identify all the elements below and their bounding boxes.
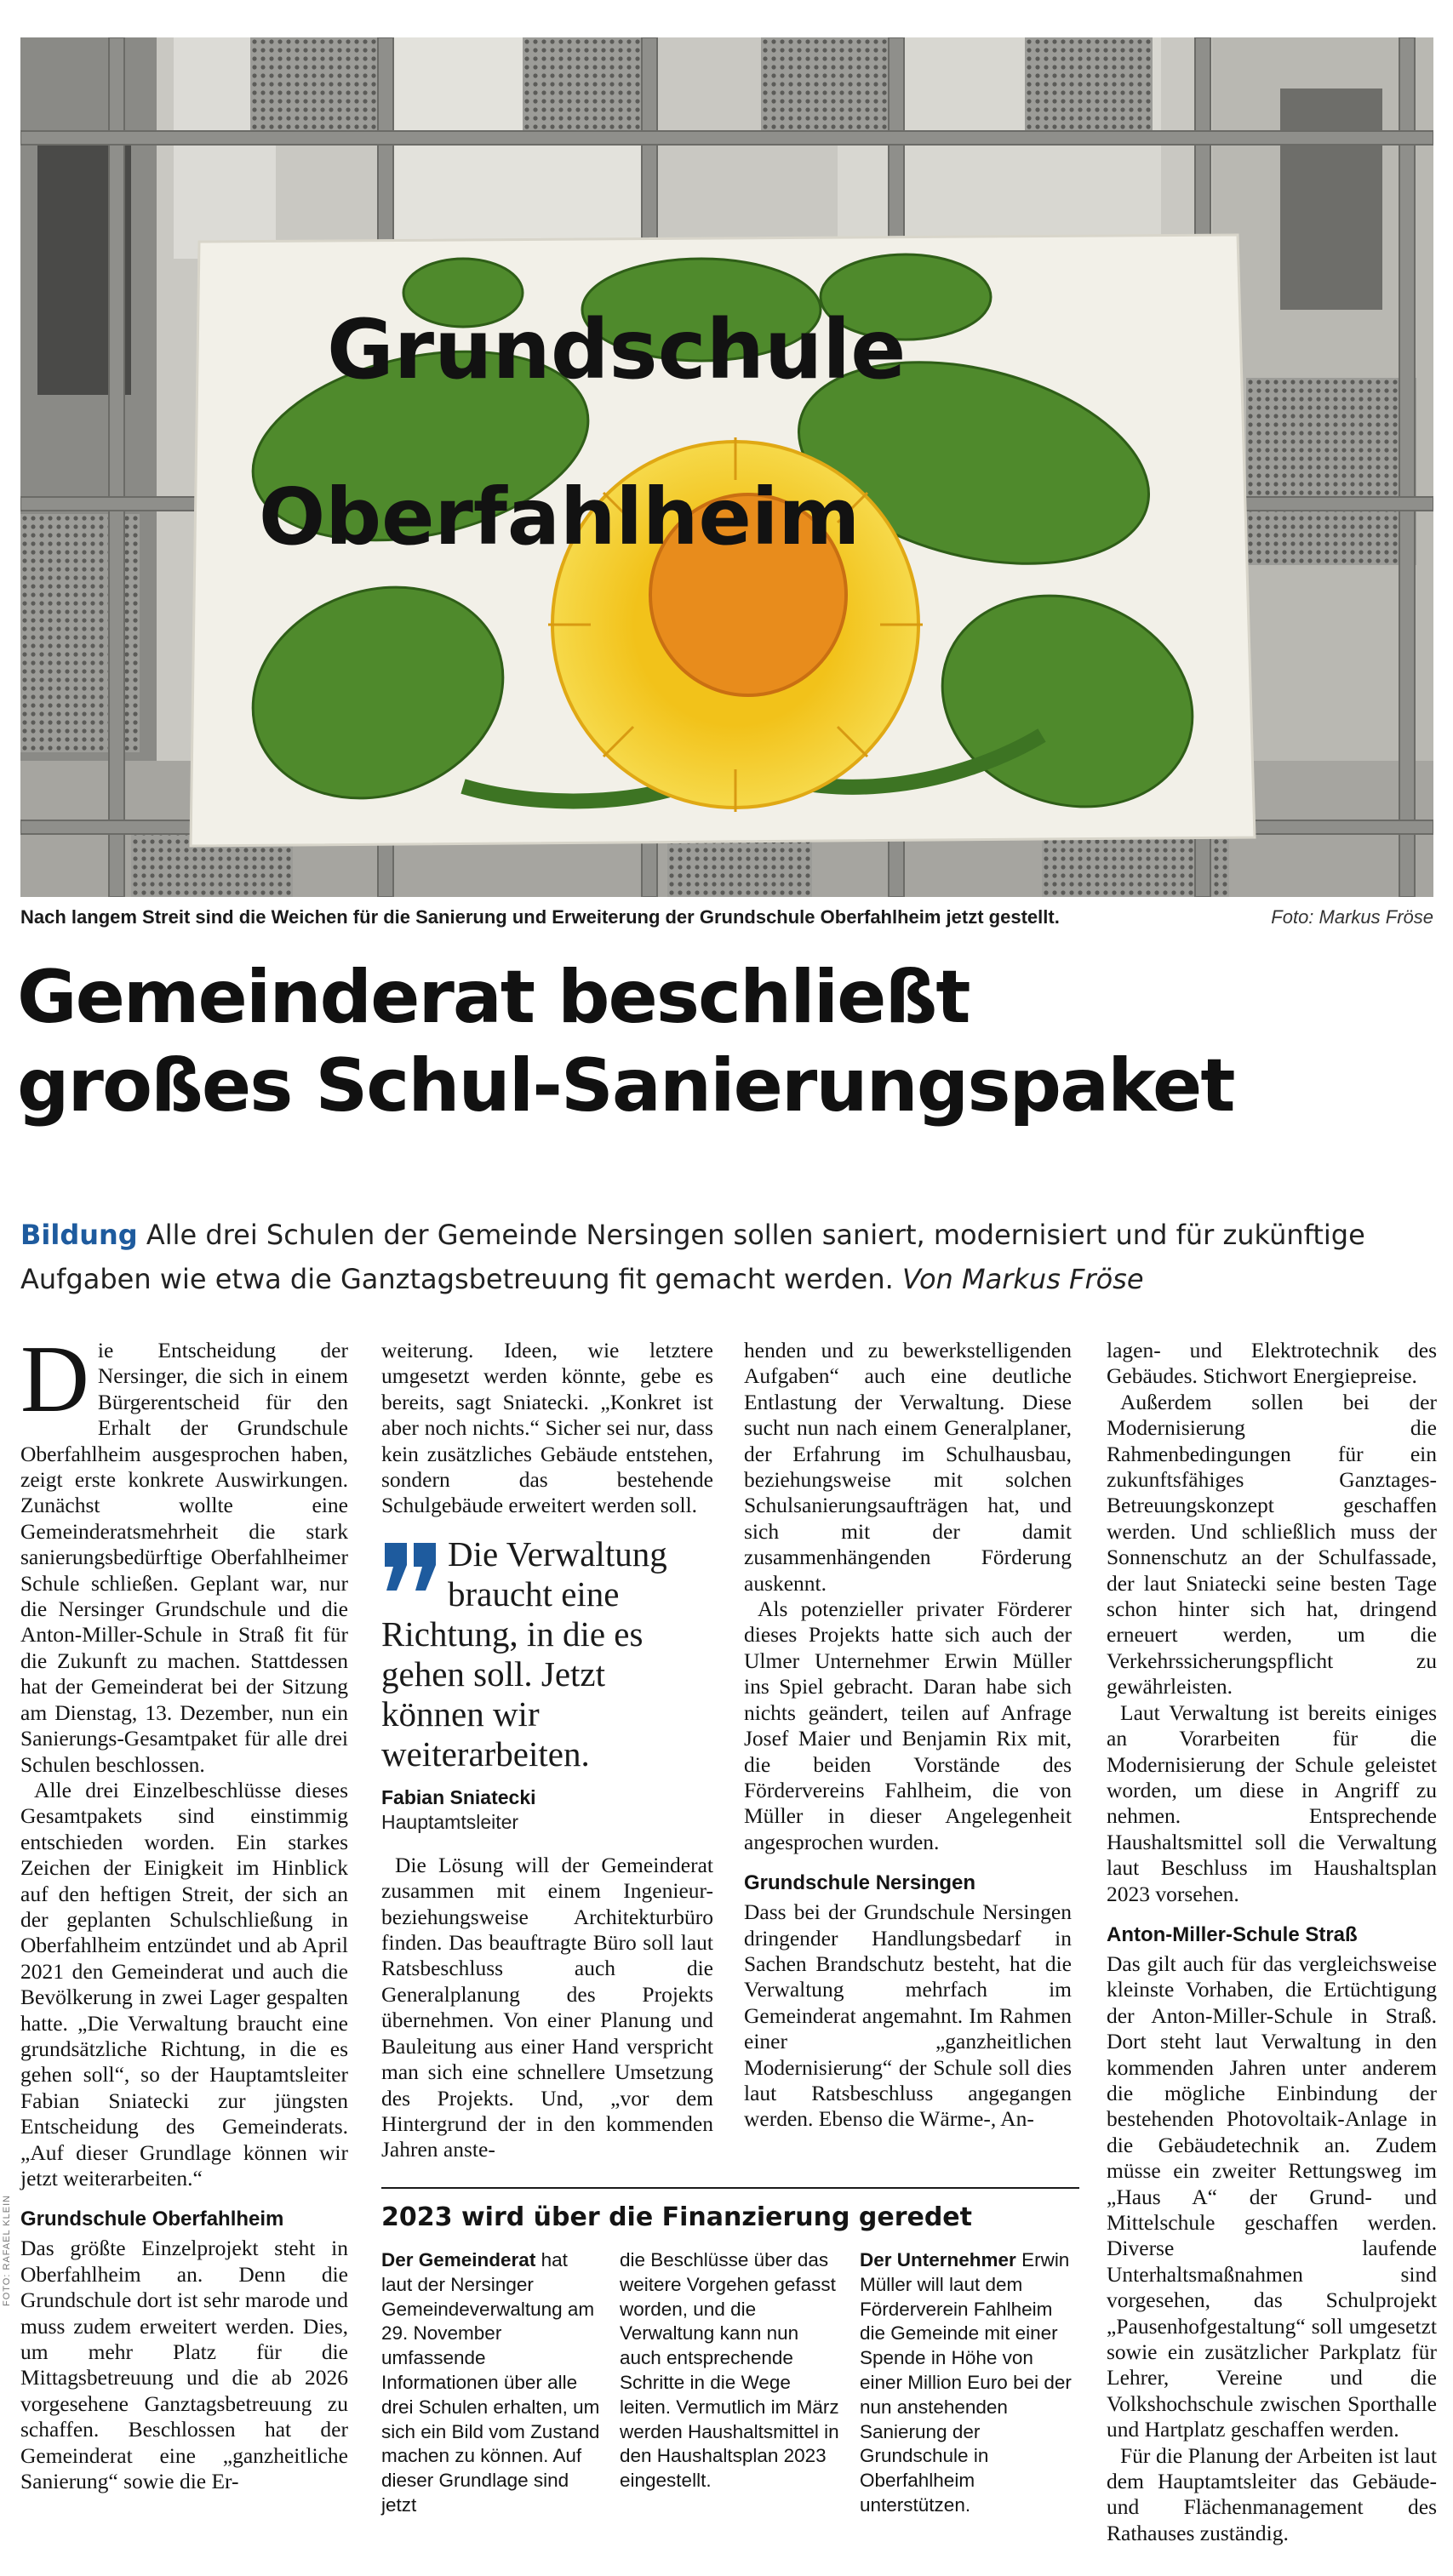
headline-line2: großes Schul-Sanierungspaket xyxy=(17,1043,1234,1128)
info-box-lead: Der Gemeinderat xyxy=(381,2249,536,2270)
article-paragraph xyxy=(20,1327,348,1778)
quote-mark-icon xyxy=(381,1539,439,1594)
article-column-1 xyxy=(20,1327,348,2494)
quote-author-role: Hauptamtsleiter xyxy=(381,1810,519,1833)
subhead-oberfahlheim: Grundschule Oberfahlheim xyxy=(20,2208,284,2231)
info-box-column-3 xyxy=(860,2248,1079,2518)
subhead-nersingen: Grundschule Nersingen xyxy=(744,1871,976,1895)
pull-quote xyxy=(381,1534,713,1834)
article-paragraph: lagen- und Elektrotechnik des Gebäudes. Stichwort Energiepreise. xyxy=(1107,1338,1437,1389)
paragraph-text: ie Entscheidung der Nersinger, die sich in einem Bürgerentscheid für den Erhalt der Grundschule Oberfahlheim ausgesprochen haben, zeigt erste konkrete Auswirkungen. Zunächst wollte eine Gemeinderatsmehrheit die stark sanierungsbedürftige Oberfahlheimer Schule schließen. Geplant war, nur die Nersinger Grundschule und die Anton-Miller-Schule in Straß fit für die Zukunft zu machen. Stattdessen hat der Gemeinderat bei der Sitzung am Dienstag, 13. Dezember, nun ein Sanierungs-Gesamtpaket für alle drei Schulen beschlossen. xyxy=(20,1338,348,1777)
info-box xyxy=(381,2187,1079,2563)
quote-author: Fabian Sniatecki xyxy=(381,1785,536,1808)
headline-line1: Gemeinderat beschließt xyxy=(17,955,970,1040)
photo-credit: Foto: Markus Fröse xyxy=(1271,906,1433,928)
article-paragraph: Die Lösung will der Gemeinderat zusammen mit einem Ingenieur- beziehungsweise Architekturbüro finden. Das beauftragte Büro soll laut Ratsbeschluss auch die Generalplanung des Projekts übernehmen. Von einer Planung und Bauleitung aus einer Hand verspricht man sich eine schnellere Umsetzung des Projekts. Und, „vor dem Hintergrund der in den kommenden Jahren anste- xyxy=(381,1852,713,2162)
article-column-2 xyxy=(381,1338,713,2163)
teaser xyxy=(20,1213,1442,1301)
info-box-title: 2023 wird über die Finanzierung geredet xyxy=(381,2202,972,2232)
subhead-strass: Anton-Miller-Schule Straß xyxy=(1107,1922,1358,1946)
article-paragraph: Dass bei der Grundschule Nersingen dringender Handlungsbedarf in Sachen Brandschutz besteht, hat die Verwaltung mehrfach im Gemeinderat angemahnt. Im Rahmen einer „ganzheitlichen Modernisierung“ der Schule soll dies laut Ratsbeschluss angegangen werden. Ebenso die Wärme-, An- xyxy=(744,1899,1072,2132)
info-box-column-2 xyxy=(620,2248,839,2493)
article-photo xyxy=(20,37,1433,897)
article-paragraph: Außerdem sollen bei der Modernisierung die Rahmenbedingungen für ein zukunftsfähiges Ganztages-Betreuungskonzept geschaffen werden. Und schließlich muss der Sonnenschutz an der Schulfassade, der laut Sniatecki seine besten Tage schon hinter sich hat, dringend erneuert werden, um die Verkehrssicherungspflicht zu gewährleisten. xyxy=(1107,1389,1437,1699)
article-paragraph: Für die Planung der Arbeiten ist laut dem Hauptamtsleiter das Gebäude- und Flächenmanagement des Rathauses zuständig. xyxy=(1107,2442,1437,2545)
info-box-lead: Der Unternehmer xyxy=(860,2249,1016,2270)
side-photo-credit-text: FOTO: RAFAEL KLEIN xyxy=(2,2194,12,2306)
article-paragraph: Das gilt auch für das vergleichsweise kleinste Vorhaben, die Ertüchtigung der Anton-Miller-Schule in Straß. Dort steht laut Verwaltung in den kommenden Jahren unter anderem die mögliche Einbindung der bestehenden Photovoltaik-Anlage in die Gebäudetechnik an. Zudem müsse ein zweiter Rettungsweg im „Haus A“ der Grund- und Mittelschule geschaffen werden. Diverse laufende Unterhaltsmaßnahmen sind vorgesehen, das Schulprojekt „Pausenhofgestaltung“ soll umgesetzt sowie ein zusätzlicher Parkplatz für Lehrer, Vereine und die Volkshochschule zwischen Sporthalle und Hartplatz geschaffen werden. xyxy=(1107,1951,1437,2442)
sign-line2: Oberfahlheim xyxy=(259,471,861,563)
article-column-3 xyxy=(744,1338,1072,2133)
article-paragraph: weiterung. Ideen, wie letztere umgesetzt werden könnte, gebe es bereits, sagt Sniatecki. „Konkret ist aber noch nichts.“ Sicher sei nur, dass kein zusätzliches Gebäude entstehen, sondern das bestehende Schulgebäude erweitert werden soll. xyxy=(381,1338,713,1518)
article-paragraph: Alle drei Einzelbeschlüsse dieses Gesamtpakets sind einstimmig entschieden worden. Ein starkes Zeichen der Einigkeit im Hinblick auf den heftigen Streit, der sich an der geplanten Schulschließung in Oberfahlheim entzündet und ab April 2021 den Gemeinderat und auch die Bevölkerung in zwei Lager gespalten hatte. „Die Verwaltung braucht eine grundsätzliche Richtung, in die es gehen soll“, so der Hauptamtsleiter Fabian Sniatecki zur jüngsten Entscheidung des Gemeinderats. „Auf dieser Grundlage können wir jetzt weiterarbeiten.“ xyxy=(20,1777,348,2190)
side-photo-credit xyxy=(2,2102,15,2306)
school-sign-photo xyxy=(20,37,1433,897)
info-box-text: hat laut der Nersinger Gemeindeverwaltung am 29. November umfassende Informationen über alle drei Schulen erhalten, um sich ein Bild vom Zustand machen zu können. Auf dieser Grundlage sind jetzt xyxy=(381,2249,600,2516)
headline xyxy=(17,953,1447,1130)
quote-text: Die Verwaltung braucht eine Richtung, in die es gehen soll. Jetzt können wir weiterarbeiten. xyxy=(381,1534,667,1773)
byline: Von Markus Fröse xyxy=(901,1263,1144,1295)
article-column-4 xyxy=(1107,1338,1437,2546)
teaser-kicker: Bildung xyxy=(20,1219,138,1251)
article-paragraph: Laut Verwaltung ist bereits einiges an Vorarbeiten für die Modernisierung der Schule geleistet worden, um diese in Angriff zu nehmen. Entsprechende Haushaltsmittel soll die Verwaltung laut Beschluss im Haushaltsplan 2023 vorsehen. xyxy=(1107,1699,1437,1906)
sign-line1: Grundschule xyxy=(327,302,907,397)
info-box-text: Erwin Müller will laut dem Förderverein Fahlheim die Gemeinde mit einer Spende in Höhe von einer Million Euro bei der nun anstehenden Sanierung der Grundschule in Oberfahlheim unterstützen. xyxy=(860,2249,1072,2516)
info-box-text: die Beschlüsse über das weitere Vorgehen gefasst worden, und die Verwaltung kann nun auch entsprechende Schritte in die Wege leiten. Vermutlich im März werden Haushaltsmittel in den Haushaltsplan 2023 eingestellt. xyxy=(620,2249,839,2492)
teaser-text: Alle drei Schulen der Gemeinde Nersingen sollen saniert, modernisiert und für zukünftige Aufgaben wie etwa die Ganztagsbetreuung fit gemacht werden. xyxy=(20,1219,1365,1295)
caption-text: Nach langem Streit sind die Weichen für die Sanierung und Erweiterung der Grundschule Oberfahlheim jetzt gestellt. xyxy=(20,906,1060,928)
photo-caption xyxy=(20,903,1433,932)
article-paragraph: Das größte Einzelprojekt steht in Oberfahlheim an. Denn die Grundschule dort ist sehr marode und muss zudem erweitert werden. Dies, um mehr Platz für die Mittagsbetreuung und die ab 2026 vorgesehene Ganztagsbetreuung zu schaffen. Beschlossen hat der Gemeinderat eine „ganzheitliche Sanierung“ sowie die Er- xyxy=(20,2236,348,2494)
drop-cap: D xyxy=(20,1327,89,1432)
article-paragraph: Als potenzieller privater Förderer dieses Projekts hatte sich auch der Ulmer Unternehmer Erwin Müller ins Spiel gebracht. Daran habe sich nichts geändert, teilen auf Anfrage Josef Maier und Benjamin Rix mit, die beiden Vorstände des Fördervereins Fahlheim, die von Müller in dieser Angelegenheit angesprochen wurden. xyxy=(744,1596,1072,1854)
article-paragraph: henden und zu bewerkstelligenden Aufgaben“ auch eine deutliche Entlastung der Verwaltung. Diese sucht nun nach einem Generalplaner, der Erfahrung im Schulhausbau, beziehungsweise mit solchen Schulsanierungsaufträgen hat, und sich mit der damit zusammenhängenden Förderung auskennt. xyxy=(744,1338,1072,1596)
info-box-column-1 xyxy=(381,2248,601,2518)
